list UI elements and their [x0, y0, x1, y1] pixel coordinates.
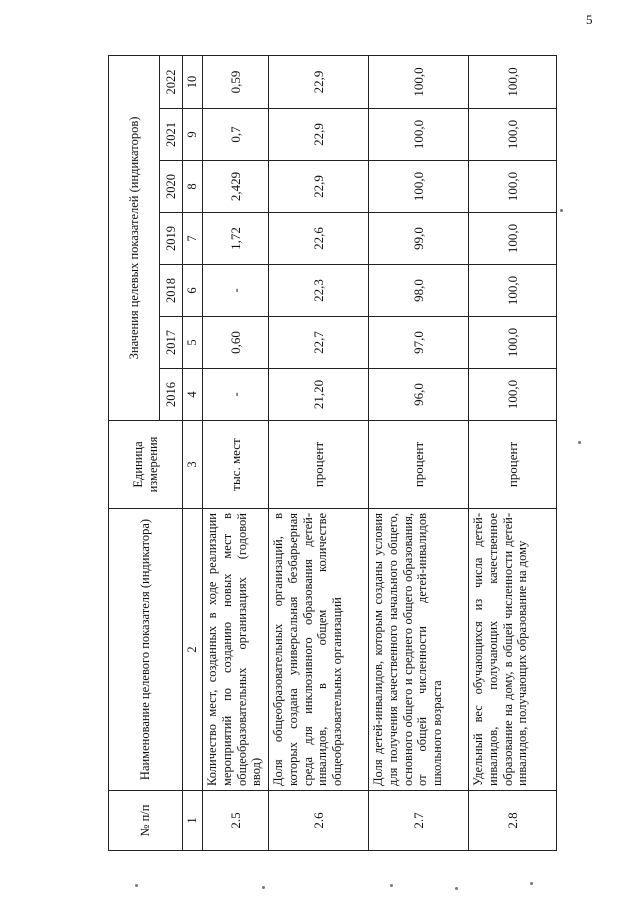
- indicator-value: 100,0: [369, 109, 469, 161]
- indicator-name: Доля детей-инвалидов, которым созданы условия для получения качественного начального общего, основного общего и среднего общего образования, от общей численности детей-инвалидов школьного возраста: [369, 509, 469, 791]
- scan-speck: [560, 209, 563, 212]
- indicator-value: 1,72: [203, 213, 269, 265]
- header-year: 2019: [160, 213, 183, 265]
- column-number: 5: [183, 317, 203, 369]
- column-number: 3: [183, 421, 203, 509]
- indicator-value: 100,0: [469, 213, 557, 265]
- scan-speck: [455, 887, 458, 890]
- indicator-name: Количество мест, созданных в ходе реализации мероприятий по созданию новых мест в общеобразовательных организациях (годовой ввод): [203, 509, 269, 791]
- indicator-value: 100,0: [469, 109, 557, 161]
- scan-speck: [262, 886, 265, 889]
- indicator-value: 100,0: [369, 55, 469, 108]
- indicator-value: 2,429: [203, 161, 269, 213]
- indicator-value: 22,9: [269, 161, 369, 213]
- row-number: 2.5: [203, 791, 269, 851]
- unit-of-measure: процент: [269, 421, 369, 509]
- header-year: 2022: [160, 55, 183, 108]
- indicator-name: Доля общеобразовательных организаций, в которых создана универсальная безбарьерная среда для инклюзивного образования детей-инвалидов, в общем количестве общеобразовательных организаций: [269, 509, 369, 791]
- column-number: 7: [183, 213, 203, 265]
- table-row: [469, 55, 557, 850]
- column-number: 1: [183, 791, 203, 851]
- scan-speck: [390, 884, 393, 887]
- indicator-value: 100,0: [469, 317, 557, 369]
- indicator-value: 96,0: [369, 369, 469, 421]
- page-number: 5: [586, 12, 593, 27]
- header-row-column-numbers: [183, 55, 203, 850]
- indicator-value: 22,6: [269, 213, 369, 265]
- column-number: 6: [183, 265, 203, 317]
- unit-of-measure: тыс. мест: [203, 421, 269, 509]
- table-row: [269, 55, 369, 850]
- indicator-value: 100,0: [469, 265, 557, 317]
- scan-speck: [530, 882, 533, 885]
- row-number: 2.8: [469, 791, 557, 851]
- indicator-value: 22,9: [269, 109, 369, 161]
- header-year: 2020: [160, 161, 183, 213]
- column-number: 9: [183, 109, 203, 161]
- indicator-value: 97,0: [369, 317, 469, 369]
- header-year: 2018: [160, 265, 183, 317]
- indicator-value: 21,20: [269, 369, 369, 421]
- indicator-value: 0,59: [203, 55, 269, 108]
- unit-of-measure: процент: [469, 421, 557, 509]
- indicator-value: 22,3: [269, 265, 369, 317]
- indicator-value: 22,9: [269, 55, 369, 108]
- row-number: 2.7: [369, 791, 469, 851]
- header-year: 2016: [160, 369, 183, 421]
- indicator-value: 100,0: [469, 369, 557, 421]
- row-number: 2.6: [269, 791, 369, 851]
- header-year: 2021: [160, 109, 183, 161]
- header-year: 2017: [160, 317, 183, 369]
- scan-speck: [578, 441, 581, 444]
- scan-speck: [135, 884, 138, 887]
- indicator-value: 98,0: [369, 265, 469, 317]
- indicator-name: Удельный вес обучающихся из числа детей-инвалидов, получающих качественное образование на дому, в общей численности детей-инвалидов, получающих образование на дому: [469, 509, 557, 791]
- indicator-value: -: [203, 369, 269, 421]
- indicator-value: 0,7: [203, 109, 269, 161]
- indicator-table: [108, 55, 557, 851]
- header-row-top: [109, 55, 160, 850]
- indicator-value: 22,7: [269, 317, 369, 369]
- column-number: 2: [183, 509, 203, 791]
- indicator-value: 100,0: [469, 55, 557, 108]
- indicator-value: 100,0: [469, 161, 557, 213]
- indicator-value: 100,0: [369, 161, 469, 213]
- indicator-value: 99,0: [369, 213, 469, 265]
- column-number: 4: [183, 369, 203, 421]
- indicator-value: 0,60: [203, 317, 269, 369]
- header-num: № п/п: [109, 791, 183, 851]
- indicator-value: -: [203, 265, 269, 317]
- header-name: Наименование целевого показателя (индикатора): [109, 509, 183, 791]
- unit-of-measure: процент: [369, 421, 469, 509]
- column-number: 10: [183, 55, 203, 108]
- column-number: 8: [183, 161, 203, 213]
- rotated-table: [108, 56, 548, 851]
- header-unit: Единица измерения: [109, 421, 183, 509]
- table-row: [369, 55, 469, 850]
- indicator-table-container: [108, 56, 548, 851]
- header-values: Значения целевых показателей (индикаторов): [109, 55, 160, 420]
- table-row: [203, 55, 269, 850]
